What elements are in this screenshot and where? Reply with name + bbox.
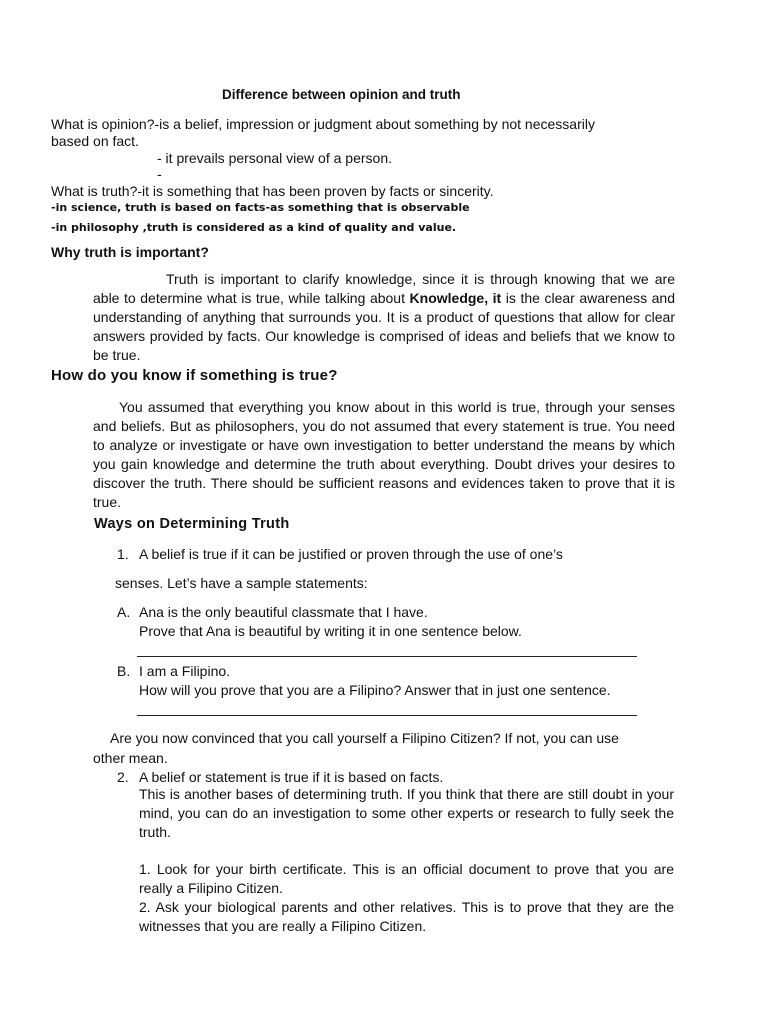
convinced-line-1: Are you now convinced that you call yourself a Filipino Citizen? If not, you can use (110, 730, 619, 746)
itemB-prompt: How will you prove that you are a Filipino? Answer that in just one sentence. (139, 682, 611, 698)
why-paragraph (93, 270, 675, 365)
philosophy-note: -in philosophy ,truth is considered as a kind of quality and value. (51, 221, 457, 234)
truth-definition: What is truth?-it is something that has been proven by facts or sincerity. (51, 183, 494, 199)
answer-line-a (137, 656, 637, 657)
item2-paragraph: This is another bases of determining truth. If you think that there are still doubt in your mind, you can do an investigation to some other experts or research to fully seek the truth. (139, 786, 674, 840)
ways-heading: Ways on Determining Truth (94, 516, 290, 532)
itemA-prompt: Prove that Ana is beautiful by writing it in one sentence below. (139, 623, 522, 639)
opinion-definition: What is opinion?-is a belief, impression or judgment about something by not necessarily (51, 116, 595, 132)
answer-line-b (137, 715, 637, 716)
page-title: Difference between opinion and truth (222, 87, 461, 102)
why-paragraph-bold: Knowledge, it (409, 290, 502, 306)
how-heading: How do you know if something is true? (51, 367, 338, 384)
step-1: 1. Look for your birth certificate. This is an official document to prove that you are really a Filipino Citizen. (139, 861, 674, 896)
item2-number: 2. (117, 769, 129, 785)
opinion-note: - it prevails personal view of a person. (157, 150, 392, 166)
itemB-letter: B. (117, 663, 131, 679)
item1-number: 1. (117, 546, 129, 562)
how-paragraph: You assumed that everything you know about in this world is true, through your senses and beliefs. But as philosophers, you do not assumed that every statement is true. You need to analyze or investigate or have own investigation to better understand the means by which you gain knowledge and determine the truth about everything. Doubt drives your desires to discover the truth. There should be sufficient reasons and evidences taken to prove that it is true. (93, 399, 675, 510)
itemB-text: I am a Filipino. (139, 663, 231, 679)
science-note: -in science, truth is based on facts-as something that is observable (51, 201, 470, 214)
itemA-letter: A. (117, 604, 131, 620)
item1-continuation: senses. Let’s have a sample statements: (115, 575, 368, 591)
opinion-dash: - (157, 166, 162, 182)
convinced-line-2: other mean. (93, 750, 168, 766)
itemA-text: Ana is the only beautiful classmate that I have. (139, 604, 428, 620)
step-2: 2. Ask your biological parents and other relatives. This is to prove that they are the witnesses that you are really a Filipino Citizen. (139, 899, 674, 934)
opinion-definition-cont: based on fact. (51, 133, 139, 149)
why-heading: Why truth is important? (51, 244, 209, 260)
why-paragraph-start: Truth is important to clarify knowledge, since it is through knowing that we are able to determine what is true, while talking about (93, 271, 675, 306)
why-paragraph-end: is the clear awareness and understanding of anything that surrounds you. It is a product of questions that allow for clear answers provided by facts. Our knowledge is comprised of ideas and beliefs that we know to be true. (93, 290, 675, 363)
item2-text: A belief or statement is true if it is based on facts. (139, 769, 444, 785)
item1-text: A belief is true if it can be justified or proven through the use of one’s (139, 546, 563, 562)
